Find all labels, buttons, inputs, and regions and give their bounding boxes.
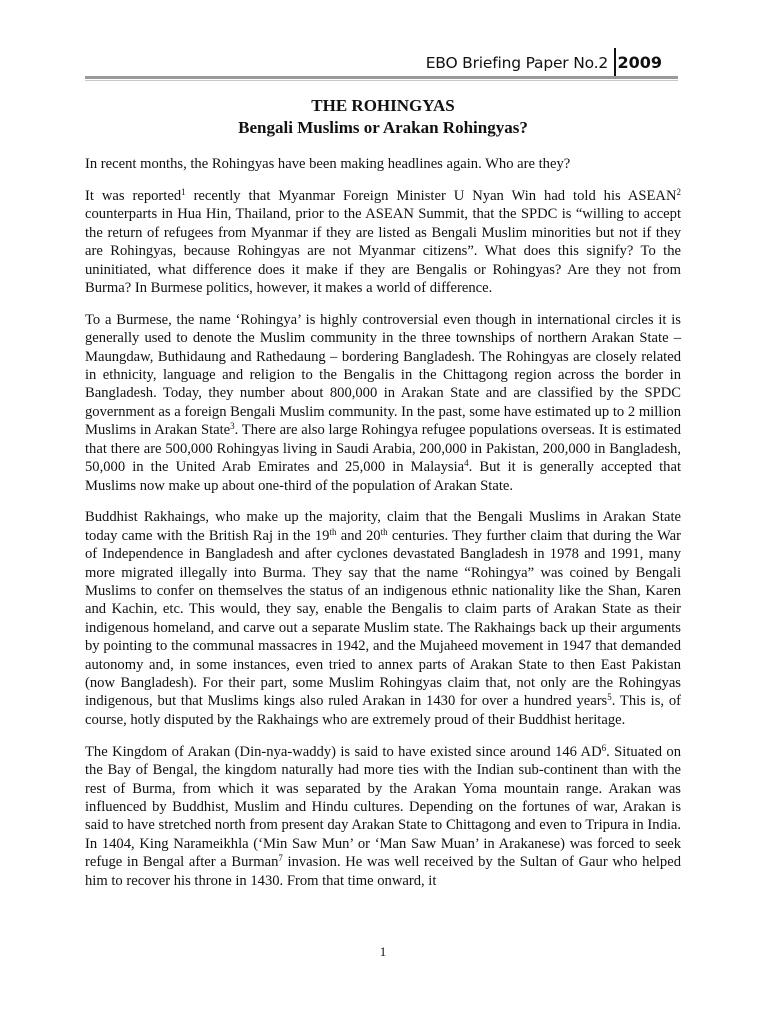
paragraph-text: . This is, of course, hotly disputed by the Rakhaings who are extremely proud of their Buddhist heritage. [85,693,681,728]
paragraph [85,155,681,173]
footnote-marker: 6 [601,742,607,753]
footnote-marker: 7 [278,853,283,864]
paragraph-text: In recent months, the Rohingyas have been making headlines again. Who are they? [85,156,571,172]
paragraph-text: The Kingdom of Arakan (Din-nya-waddy) is said to have existed since around 146 AD [85,743,602,760]
paragraph-text: and 20 [336,527,381,544]
paragraph [85,508,681,729]
header-year: 2009 [617,53,662,72]
footnote-marker: th [329,526,337,537]
footnote-marker: 3 [230,421,235,432]
header-series-title: EBO Briefing Paper No.2 [425,54,608,72]
paragraph-text: To a Burmese, the name ‘Rohingya’ is highly controversial even though in international circles it is generally used to denote the Muslim community in the three townships of northern Arakan State – Maungdaw, Buthidaung and Rathedaung – bordering Bangladesh. The Rohingyas are closely related in ethnicity, language and religion to the Bengalis in the Chittagong region across the border in Bangladesh. Today, they number about 800,000 in Arakan State and are classified by the SPDC government as a foreign Bengali Muslim community. In the past, some have estimated up to 2 million Muslims in Arakan State [85,311,681,439]
paragraph [85,187,681,297]
footnote-marker: 4 [464,458,469,469]
body-text [85,155,681,904]
footnote-marker: 2 [676,186,681,197]
footnote-marker: 5 [607,692,612,703]
footnote-marker: 1 [181,186,186,197]
paragraph-text: . There are also large Rohingya refugee populations overseas. It is estimated that there are 500,000 Rohingyas living in Saudi Arabia, 200,000 in Pakistan, 200,000 in Bangladesh, 50,000 in the United Arab Emirates and 25,000 in Malaysia [85,422,681,476]
document-title: THE ROHINGYAS [311,96,455,115]
paragraph-text: Buddhist Rakhaings, who make up the majority, claim that the Bengali Muslims in Arakan State today came with the British Raj in the 19 [85,509,681,544]
paragraph [85,311,681,495]
paragraph [85,743,681,890]
header-rule-thin [85,80,678,81]
paragraph-text: It was reported [85,187,182,204]
document-subtitle: Bengali Muslims or Arakan Rohingyas? [238,118,528,137]
page-number: 1 [379,944,387,959]
paragraph-text: centuries. They further claim that during the War of Independence in Bangladesh and after cyclones devastated Bangladesh in 1978 and 1991, many more migrated illegally into Burma. They say that the name “Rohingya” was coined by Bengali Muslims to confer on themselves the status of an indigenous ethnic nationality like the Shan, Karen and Kachin, etc. This would, they say, enable the Bengalis to claim parts of Arakan State as their indigenous homeland, and carve out a separate Muslim state. The Rakhaings back up their arguments by pointing to the communal massacres in 1942, and the Mujaheed movement in 1947 that demanded autonomy and, in some instances, even tried to annex parts of Arakan State to then East Pakistan (now Bangladesh). For their part, some Muslim Rohingyas claim that, not only are the Rohingyas indigenous, but that Muslims kings also ruled Arakan in 1430 for over a hundred years [85,527,681,710]
paragraph-text: . But it is generally accepted that Muslims now make up about one-third of the population of Arakan State. [85,459,681,494]
header-divider [614,48,616,76]
paragraph-text: counterparts in Hua Hin, Thailand, prior to the ASEAN Summit, that the SPDC is “willing to accept the return of refugees from Myanmar if they are listed as Bengali Muslim minorities but not if they are Rohingyas, because Rohingyas are not Myanmar citizens”. What does this signify? To the uninitiated, what difference does it make if they are Bengalis or Rohingyas? Are they not from Burma? In Burmese politics, however, it makes a world of difference. [85,206,681,296]
paragraph-text: . Situated on the Bay of Bengal, the kingdom naturally had more ties with the Indian sub-continent than with the rest of Burma, from which it was separated by the Arakan Yoma mountain range. Arakan was influenced by Buddhist, Muslim and Hindu cultures. Depending on the fortunes of war, Arakan is said to have stretched north from present day Arakan State to Chittagong and even to Tripura in India. In 1404, King Narameikhla (‘Min Saw Mun’ or ‘Man Saw Muan’ in Arakanese) was forced to seek refuge in Bengal after a Burman [85,743,681,871]
paragraph-text: recently that Myanmar Foreign Minister U Nyan Win had told his ASEAN [185,187,677,204]
header-rule [85,76,678,79]
footnote-marker: th [380,526,388,537]
running-header [85,48,678,76]
paragraph-text: invasion. He was well received by the Sultan of Gaur who helped him to recover his throne in 1430. From that time onward, it [85,854,682,889]
